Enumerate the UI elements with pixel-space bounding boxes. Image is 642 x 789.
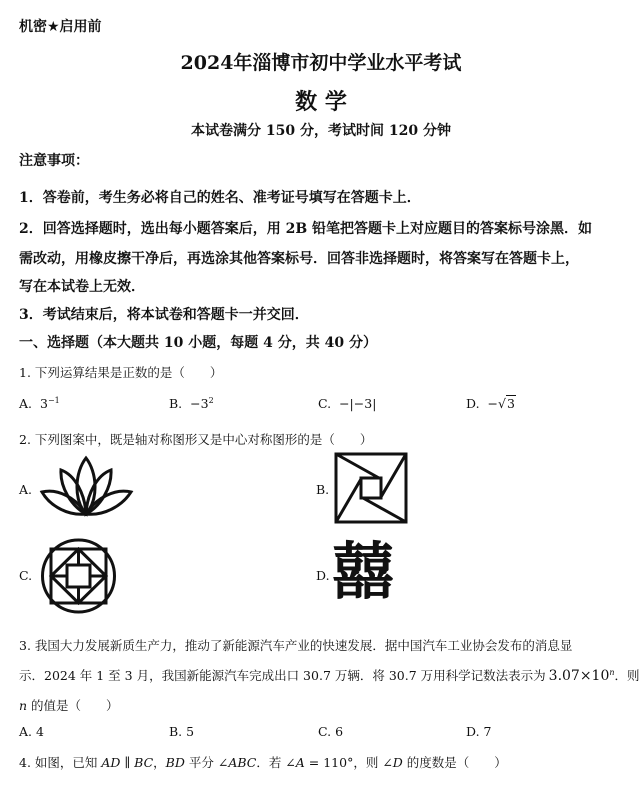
- q4-text-b: ，: [153, 755, 166, 770]
- note-2-line-1: 2．回答选择题时，选出每小题答案后，用 2B 铅笔把答题卡上对应题目的答案标号涂黑．如: [19, 221, 593, 237]
- q2-option-a-label: A.: [19, 482, 33, 497]
- q1-option-a: [19, 396, 60, 411]
- q3-sci-exponent: n: [609, 668, 615, 677]
- q3-option-a: A. 4: [19, 724, 44, 739]
- q3-option-b: B. 5: [169, 724, 195, 739]
- q4-text-c: 平分 ∠: [184, 755, 229, 770]
- q4-math-a: A: [295, 755, 305, 770]
- note-3: 3．考试结束后，将本试卷和答题卡一并交回．: [19, 307, 309, 323]
- q4-parallel: ∥: [120, 755, 135, 770]
- note-2-line-3: 写在本试卷上无效．: [19, 279, 145, 295]
- q1-d-radicand: 3: [507, 396, 515, 411]
- q1-a-exp: −1: [47, 396, 60, 405]
- pinwheel-square-figure-icon: [334, 452, 408, 524]
- exam-title: 2024年淄博市初中学业水平考试: [180, 52, 462, 74]
- q4-math-bd: BD: [165, 755, 185, 770]
- circle-window-figure-icon: [38, 538, 119, 614]
- q4-stem: [19, 753, 507, 771]
- q3-line-1: 3. 我国大力发展新质生产力，推动了新能源汽车产业的快速发展．据中国汽车工业协会发布的消息显: [19, 638, 573, 653]
- q1-option-d: [466, 396, 516, 411]
- q2-stem: 2. 下列图案中，既是轴对称图形又是中心对称图形的是（ ）: [19, 432, 373, 447]
- lotus-figure-icon: [38, 454, 135, 520]
- q2-option-b-label: B.: [316, 482, 330, 497]
- q1-c-expr: −|−3|: [339, 396, 377, 411]
- q1-stem: 1. 下列运算结果是正数的是（ ）: [19, 365, 223, 380]
- q4-text-f: 的度数是（ ）: [402, 755, 507, 770]
- q3-line-2: [19, 666, 640, 684]
- q1-b-label: B.: [169, 396, 183, 411]
- q4-text-a: 4. 如图，已知: [19, 755, 102, 770]
- q4-math-abc: ABC: [228, 755, 257, 770]
- q3-sci-notation: 3.07×10: [548, 668, 610, 684]
- q3-option-d: D. 7: [466, 724, 492, 739]
- subject-title: 数 学: [295, 89, 347, 115]
- q3-line-3: [19, 696, 119, 714]
- q3-line-2-end: ．则: [614, 668, 640, 683]
- q1-d-label: D.: [466, 396, 480, 411]
- q2-option-d-label: D.: [316, 568, 330, 583]
- q1-a-base: 3: [40, 396, 48, 411]
- q1-b-exp: 2: [208, 396, 214, 405]
- q3-option-c: C. 6: [318, 724, 344, 739]
- notes-heading: 注意事项：: [19, 153, 89, 169]
- q1-a-label: A.: [19, 396, 33, 411]
- confidential-mark: 机密★启用前: [19, 19, 102, 35]
- q2-option-c-label: C.: [19, 568, 33, 583]
- note-2-line-2: 需改动，用橡皮擦干净后，再选涂其他答案标号．回答非选择题时，将答案写在答题卡上，: [19, 251, 579, 267]
- q1-b-base: −3: [190, 396, 209, 411]
- q4-math-bc: BC: [134, 755, 154, 770]
- q4-text-d: ．若 ∠: [256, 755, 296, 770]
- q3-line-3-text: 的值是（ ）: [27, 698, 119, 713]
- double-happiness-figure: 囍: [332, 535, 391, 608]
- sqrt-sign-icon: √: [498, 396, 506, 411]
- note-1: 1．答卷前，考生务必将自己的姓名、准考证号填写在答题卡上．: [19, 190, 421, 206]
- q4-text-e: = 110°，则 ∠: [304, 755, 393, 770]
- q4-math-d: D: [392, 755, 403, 770]
- q1-option-b: [169, 396, 214, 411]
- q1-d-minus: −: [487, 396, 499, 411]
- q3-var-n: n: [19, 698, 28, 713]
- q4-math-ad: AD: [101, 755, 121, 770]
- exam-info: 本试卷满分 150 分，考试时间 120 分钟: [191, 123, 451, 139]
- section-1-heading: 一、选择题（本大题共 10 小题，每题 4 分，共 40 分）: [19, 335, 377, 351]
- q1-option-c: [318, 396, 376, 411]
- q1-c-label: C.: [318, 396, 332, 411]
- q3-line-2-text: 示．2024 年 1 至 3 月，我国新能源汽车完成出口 30.7 万辆．将 30.7 万用科学记数法表示为: [19, 668, 546, 683]
